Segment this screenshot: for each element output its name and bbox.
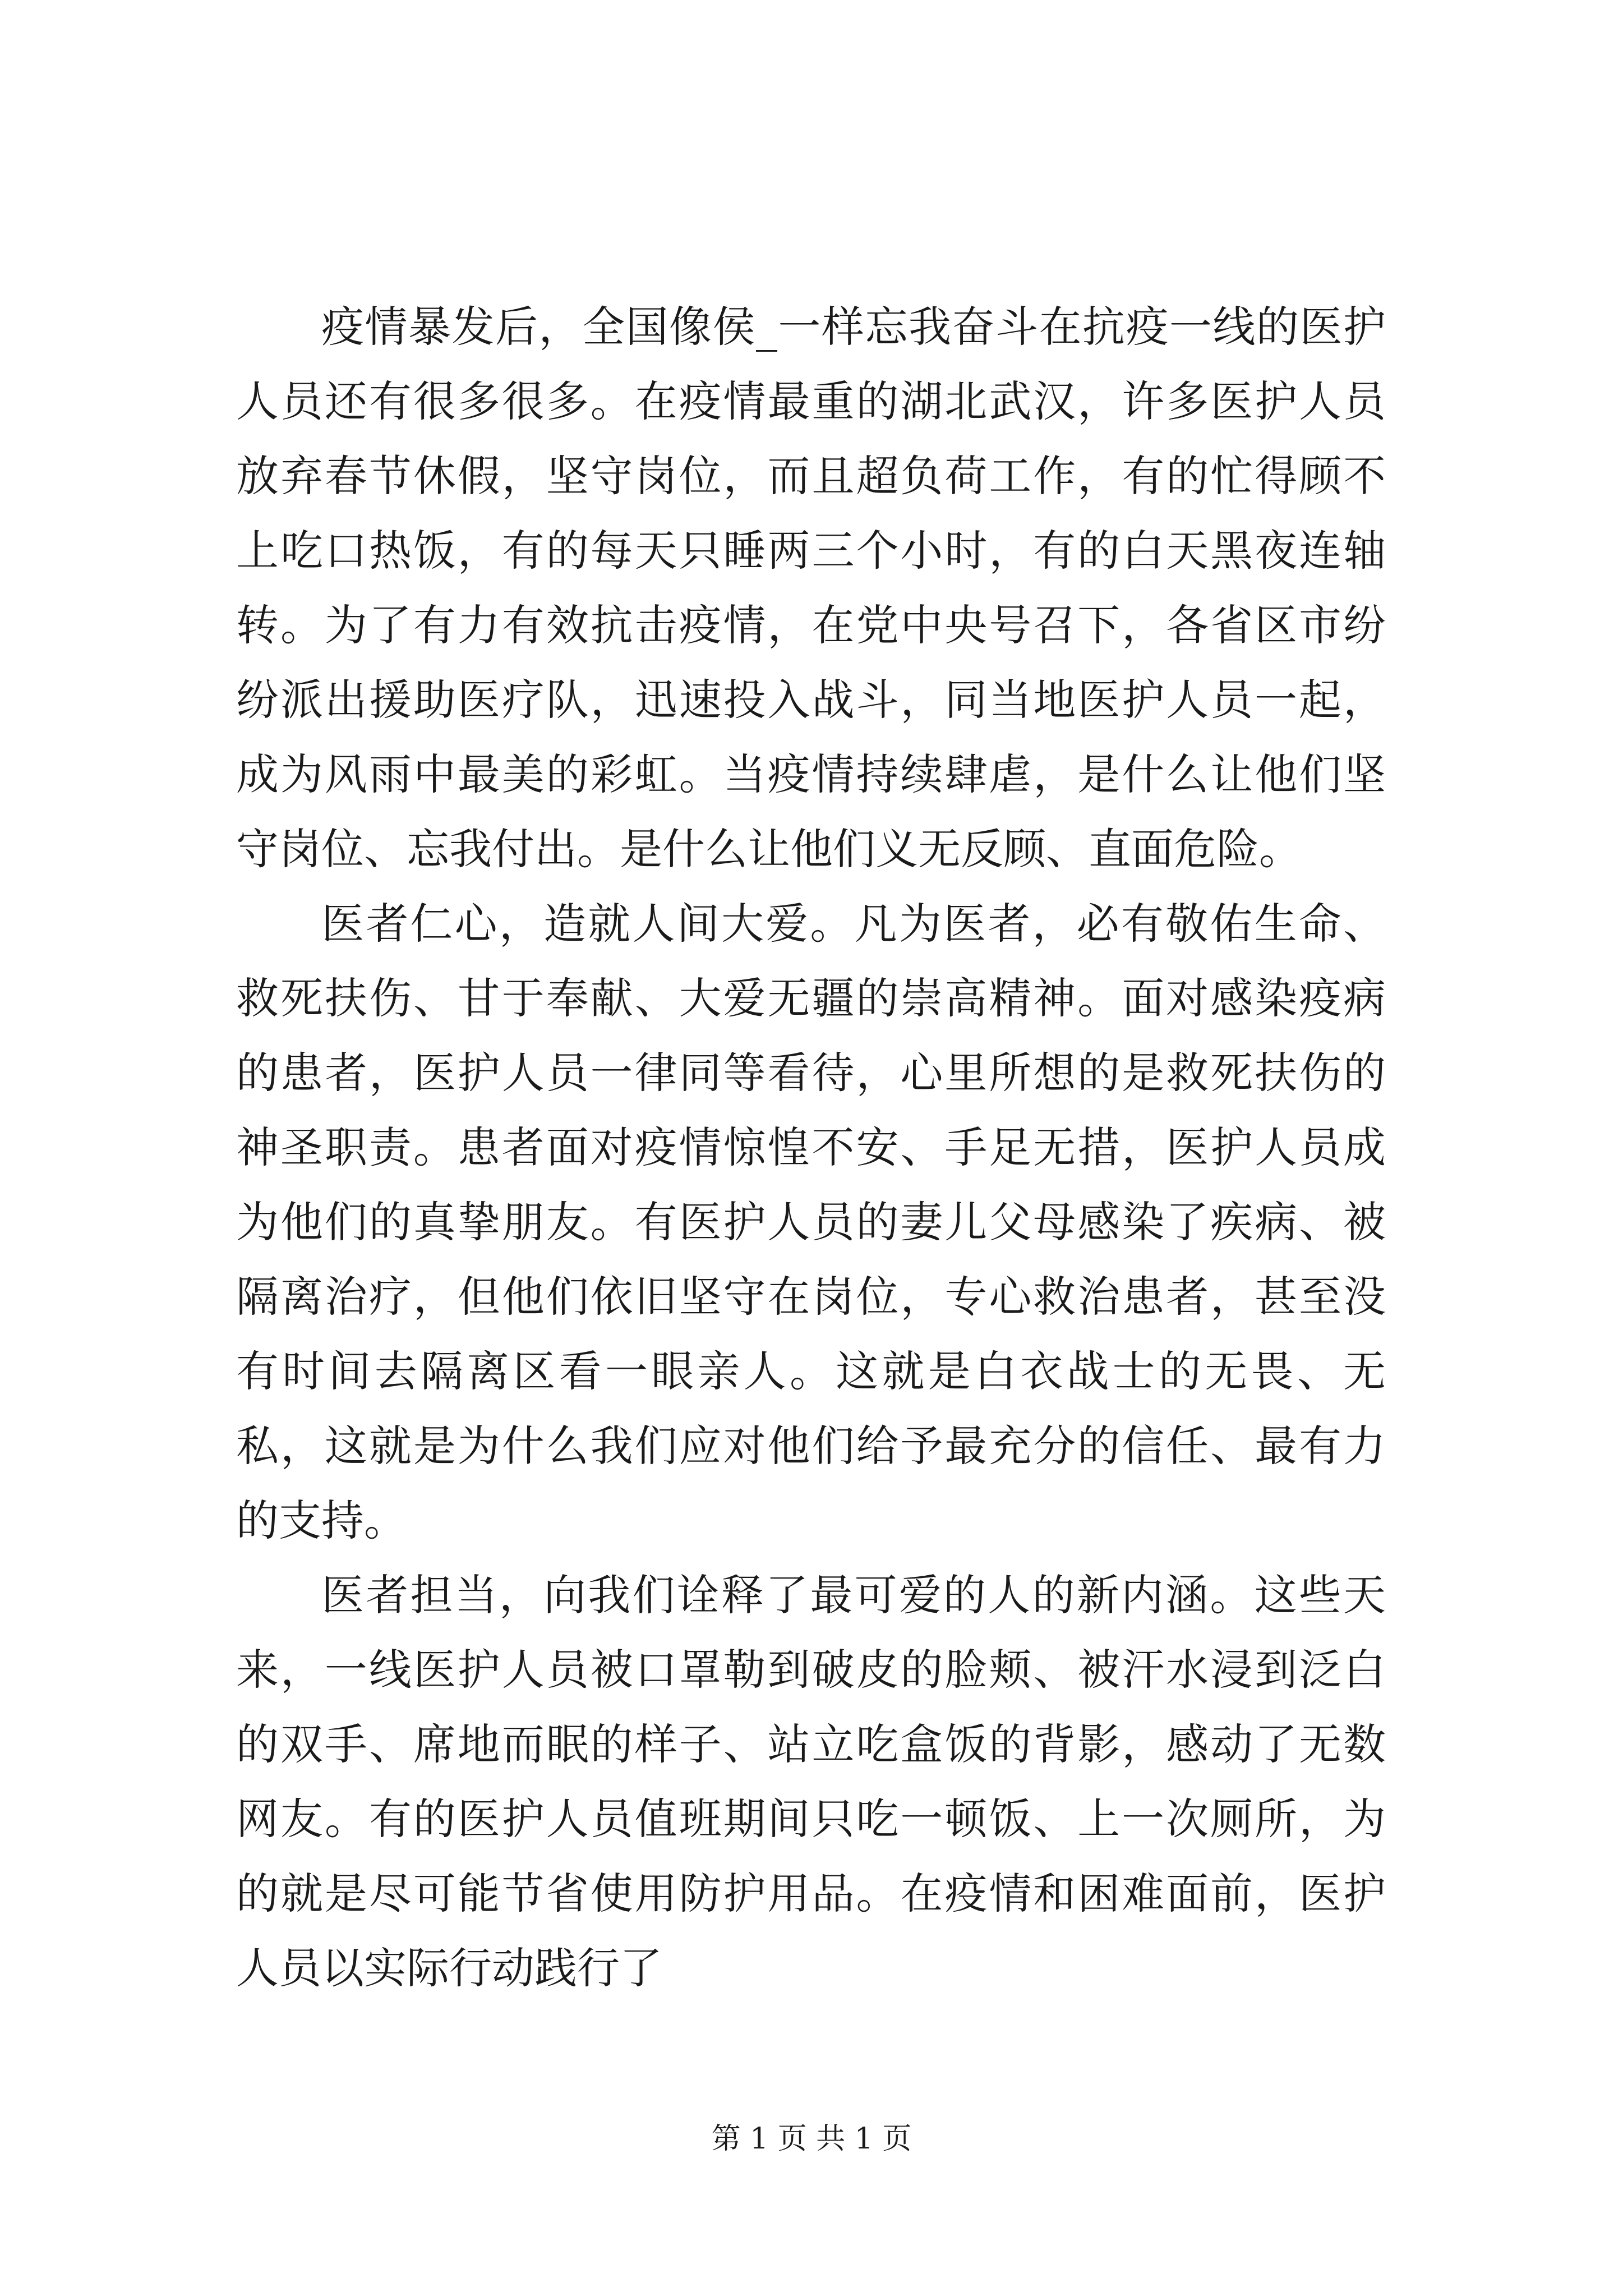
paragraph: 医者担当，向我们诠释了最可爱的人的新内涵。这些天来，一线医护人员被口罩勒到破皮的脸颊、被汗水浸到泛白的双手、席地而眠的样子、站立吃盒饭的背影，感动了无数网友。有的医护人员值班期间只吃一顿饭、上一次厕所，为的就是尽可能节省使用防护用品。在疫情和困难面前，医护人员以实际行动践行了 — [236, 1570, 1386, 1993]
paragraph: 医者仁心，造就人间大爱。凡为医者，必有敬佑生命、救死扶伤、甘于奉献、大爱无疆的崇高精神。面对感染疫病的患者，医护人员一律同等看待，心里所想的是救死扶伤的神圣职责。患者面对疫情惊惶不安、手足无措，医护人员成为他们的真挚朋友。有医护人员的妻儿父母感染了疾病、被隔离治疗，但他们依旧坚守在岗位，专心救治患者，甚至没有时间去隔离区看一眼亲人。这就是白衣战士的无畏、无私，这就是为什么我们应对他们给予最充分的信任、最有力的支持。 — [236, 899, 1386, 1545]
document-body — [236, 289, 1386, 2005]
page-footer — [0, 2115, 1623, 2157]
page-number-label: 第 1 页 共 1 页 — [711, 2122, 912, 2156]
paragraph: 疫情暴发后，全国像侯_一样忘我奋斗在抗疫一线的医护人员还有很多很多。在疫情最重的湖北武汉，许多医护人员放弃春节休假，坚守岗位，而且超负荷工作，有的忙得顾不上吃口热饭，有的每天只睡两三个小时，有的白天黑夜连轴转。为了有力有效抗击疫情，在党中央号召下，各省区市纷纷派出援助医疗队，迅速投入战斗，同当地医护人员一起，成为风雨中最美的彩虹。当疫情持续肆虐，是什么让他们坚守岗位、忘我付出。是什么让他们义无反顾、直面危险。 — [236, 302, 1386, 874]
